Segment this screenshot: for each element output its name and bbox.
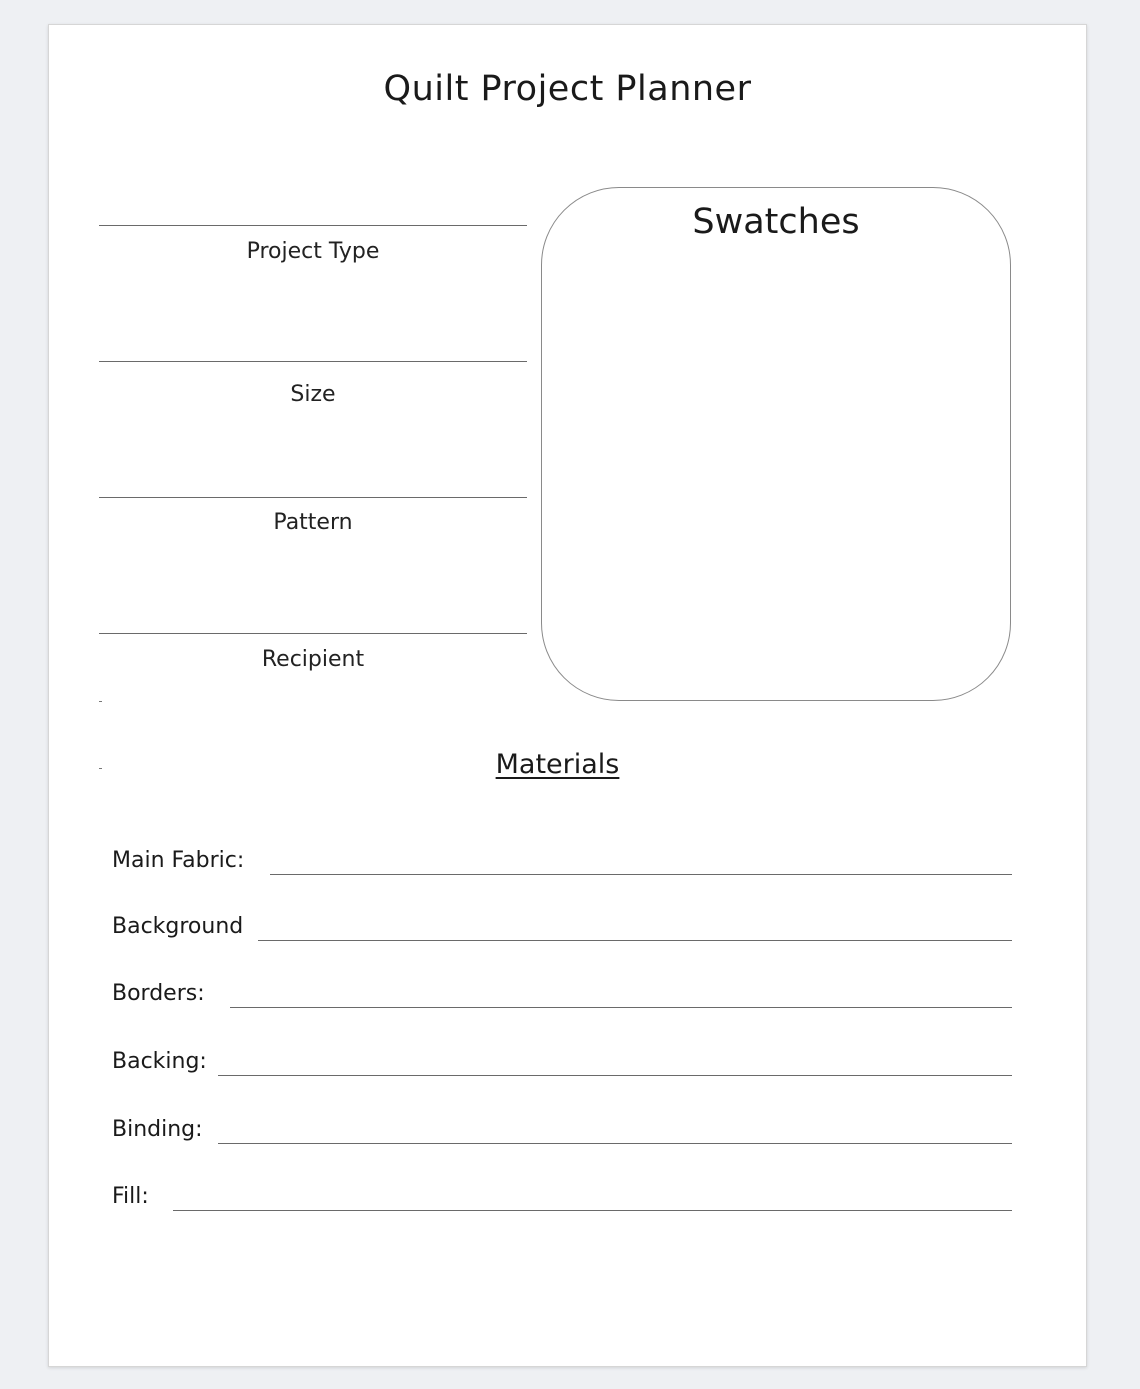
backing-line[interactable] [218,1075,1012,1076]
materials-row-borders [112,976,1012,1010]
swatches-box[interactable] [541,187,1011,701]
fill-line[interactable] [173,1210,1012,1211]
planner-page [48,24,1087,1367]
backing-label: Backing: [112,1049,207,1074]
materials-row-background [112,909,1012,943]
project-type-line[interactable] [99,225,527,226]
page-title: Quilt Project Planner [383,69,752,109]
pattern-line[interactable] [99,497,527,498]
size-line[interactable] [99,361,527,362]
background-label: Background [112,914,244,939]
borders-line[interactable] [230,1007,1012,1008]
materials-row-binding [112,1112,1012,1146]
borders-label: Borders: [112,981,205,1006]
fill-label: Fill: [112,1184,149,1209]
pattern-label: Pattern [273,510,353,535]
materials-heading: Materials [495,749,620,780]
background-line[interactable] [258,940,1012,941]
margin-mark [99,701,102,702]
materials-row-main-fabric [112,843,1012,877]
materials-row-fill [112,1179,1012,1213]
recipient-label: Recipient [261,647,365,672]
main-fabric-line[interactable] [270,874,1012,875]
size-label: Size [290,382,336,407]
recipient-line[interactable] [99,633,527,634]
binding-label: Binding: [112,1117,203,1142]
main-fabric-label: Main Fabric: [112,848,245,873]
swatches-title: Swatches [692,202,860,242]
materials-row-backing [112,1044,1012,1078]
project-type-label: Project Type [246,239,380,264]
binding-line[interactable] [218,1143,1012,1144]
